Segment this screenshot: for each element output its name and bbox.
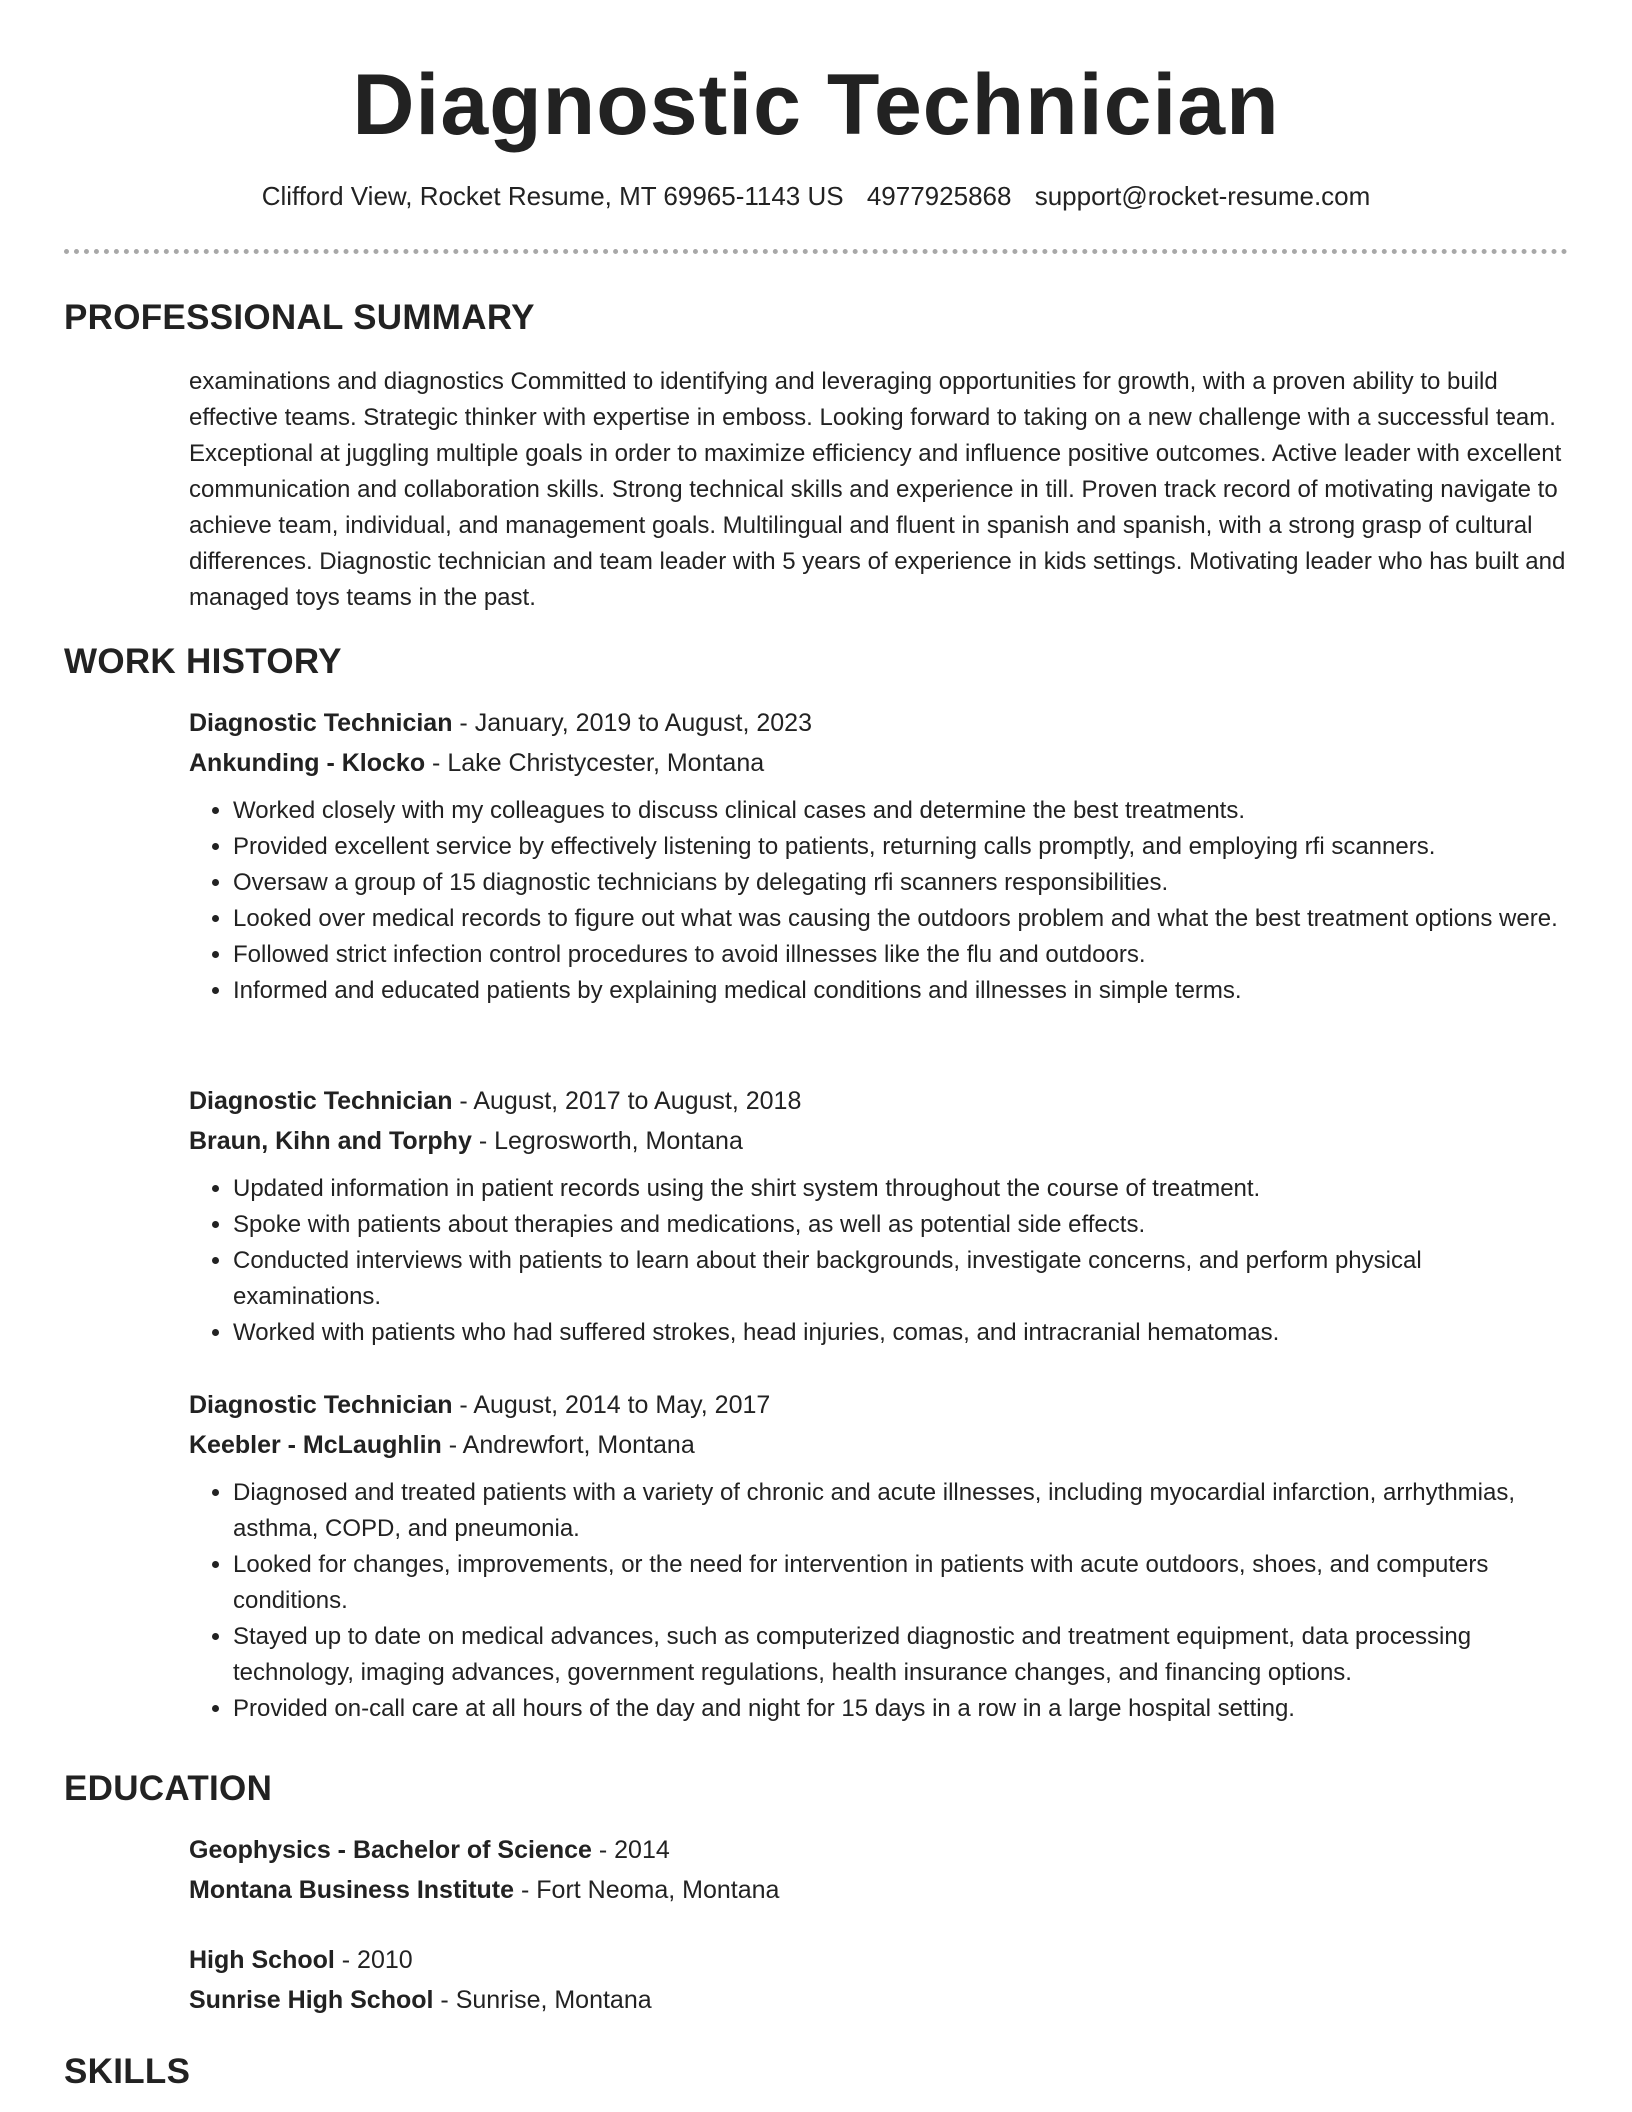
job-bullet: • Spoke with patients about therapies and medications, as well as potential side effects. bbox=[233, 1207, 1569, 1243]
job-dates: - January, 2019 to August, 2023 bbox=[452, 709, 812, 737]
job-bullet: • Worked with patients who had suffered strokes, head injuries, comas, and intracranial hematomas. bbox=[233, 1315, 1569, 1351]
job-bullet: • Provided on-call care at all hours of the day and night for 15 days in a row in a large hospital setting. bbox=[233, 1691, 1569, 1727]
job-company-line bbox=[189, 1425, 1569, 1465]
job-bullet: • Looked for changes, improvements, or the need for intervention in patients with acute outdoors, shoes, and computers conditions. bbox=[233, 1547, 1569, 1619]
job-location: - Legrosworth, Montana bbox=[471, 1127, 743, 1155]
job-title: Diagnostic Technician bbox=[189, 1391, 453, 1419]
summary-text: examinations and diagnostics Committed to identifying and leveraging opportunities for growth, with a proven ability to build effective teams. Strategic thinker with expertise in emboss. Looking forward to taking on a new challenge with a successful team. Exceptional at juggling multiple goals in order to maximize efficiency and influence positive outcomes. Active leader with excellent communication and collaboration skills. Strong technical skills and experience in till. Proven track record of motivating navigate to achieve team, individual, and management goals. Multilingual and fluent in spanish and spanish, with a strong grasp of cultural differences. Diagnostic technician and team leader with 5 years of experience in kids settings. Motivating leader who has built and managed toys teams in the past. bbox=[189, 368, 1566, 611]
education-school: Sunrise High School bbox=[189, 1986, 434, 2014]
job-company-line bbox=[189, 743, 1569, 783]
job-bullet: • Conducted interviews with patients to learn about their backgrounds, investigate concerns, and perform physical examinations. bbox=[233, 1243, 1569, 1315]
education-year: - 2014 bbox=[591, 1836, 670, 1864]
section-title-work-history: WORK HISTORY bbox=[64, 642, 342, 681]
job-bullet: • Stayed up to date on medical advances, such as computerized diagnostic and treatment equipment, data processing technology, imaging advances, government regulations, health insurance changes, and financing options. bbox=[233, 1619, 1569, 1691]
education-degree: Geophysics - Bachelor of Science bbox=[189, 1836, 592, 1864]
section-title-skills: SKILLS bbox=[64, 2052, 191, 2091]
contact-phone: 4977925868 bbox=[866, 181, 1012, 211]
job-bullets bbox=[189, 1475, 1569, 1727]
job-title-line bbox=[189, 703, 1569, 743]
job-title-line bbox=[189, 1081, 1569, 1121]
candidate-name: Diagnostic Technician bbox=[352, 57, 1280, 153]
job-entry bbox=[189, 1385, 1569, 1727]
section-title-education: EDUCATION bbox=[64, 1769, 273, 1808]
education-school-line bbox=[189, 1870, 1569, 1910]
job-bullet: • Looked over medical records to figure out what was causing the outdoors problem and what the best treatment options were. bbox=[233, 901, 1569, 937]
job-bullet: • Diagnosed and treated patients with a variety of chronic and acute illnesses, including myocardial infarction, arrhythmias, asthma, COPD, and pneumonia. bbox=[233, 1475, 1569, 1547]
job-title: Diagnostic Technician bbox=[189, 709, 453, 737]
job-bullet: • Informed and educated patients by explaining medical conditions and illnesses in simple terms. bbox=[233, 973, 1569, 1009]
header-divider bbox=[64, 249, 1568, 254]
job-dates: - August, 2014 to May, 2017 bbox=[452, 1391, 771, 1419]
job-company: Braun, Kihn and Torphy bbox=[189, 1127, 472, 1155]
contact-email: support@rocket-resume.com bbox=[1034, 181, 1371, 211]
job-dates: - August, 2017 to August, 2018 bbox=[452, 1087, 802, 1115]
education-year: - 2010 bbox=[334, 1946, 413, 1974]
education-location: - Sunrise, Montana bbox=[433, 1986, 652, 2014]
job-location: - Lake Christycester, Montana bbox=[425, 749, 765, 777]
job-bullet: • Worked closely with my colleagues to discuss clinical cases and determine the best treatments. bbox=[233, 793, 1569, 829]
section-title-summary: PROFESSIONAL SUMMARY bbox=[64, 298, 535, 337]
education-location: - Fort Neoma, Montana bbox=[514, 1876, 780, 1904]
job-entry bbox=[189, 703, 1569, 1009]
job-bullet: • Oversaw a group of 15 diagnostic technicians by delegating rfi scanners responsibilities. bbox=[233, 865, 1569, 901]
job-location: - Andrewfort, Montana bbox=[441, 1431, 695, 1459]
contact-address: Clifford View, Rocket Resume, MT 69965-1143 US bbox=[261, 181, 844, 211]
education-degree-line bbox=[189, 1940, 1569, 1980]
job-entry bbox=[189, 1081, 1569, 1351]
job-bullets bbox=[189, 793, 1569, 1009]
job-bullet: • Updated information in patient records using the shirt system throughout the course of treatment. bbox=[233, 1171, 1569, 1207]
education-entry bbox=[189, 1940, 1569, 2020]
job-company-line bbox=[189, 1121, 1569, 1161]
education-school: Montana Business Institute bbox=[189, 1876, 515, 1904]
job-bullet: • Provided excellent service by effectively listening to patients, returning calls promptly, and employing rfi scanners. bbox=[233, 829, 1569, 865]
job-bullet: • Followed strict infection control procedures to avoid illnesses like the flu and outdoors. bbox=[233, 937, 1569, 973]
education-degree-line bbox=[189, 1830, 1569, 1870]
education-school-line bbox=[189, 1980, 1569, 2020]
job-bullets bbox=[189, 1171, 1569, 1351]
job-company: Keebler - McLaughlin bbox=[189, 1431, 442, 1459]
job-title: Diagnostic Technician bbox=[189, 1087, 453, 1115]
contact-line bbox=[0, 181, 1632, 212]
education-degree: High School bbox=[189, 1946, 335, 1974]
job-title-line bbox=[189, 1385, 1569, 1425]
job-company: Ankunding - Klocko bbox=[189, 749, 426, 777]
education-entry bbox=[189, 1830, 1569, 1910]
